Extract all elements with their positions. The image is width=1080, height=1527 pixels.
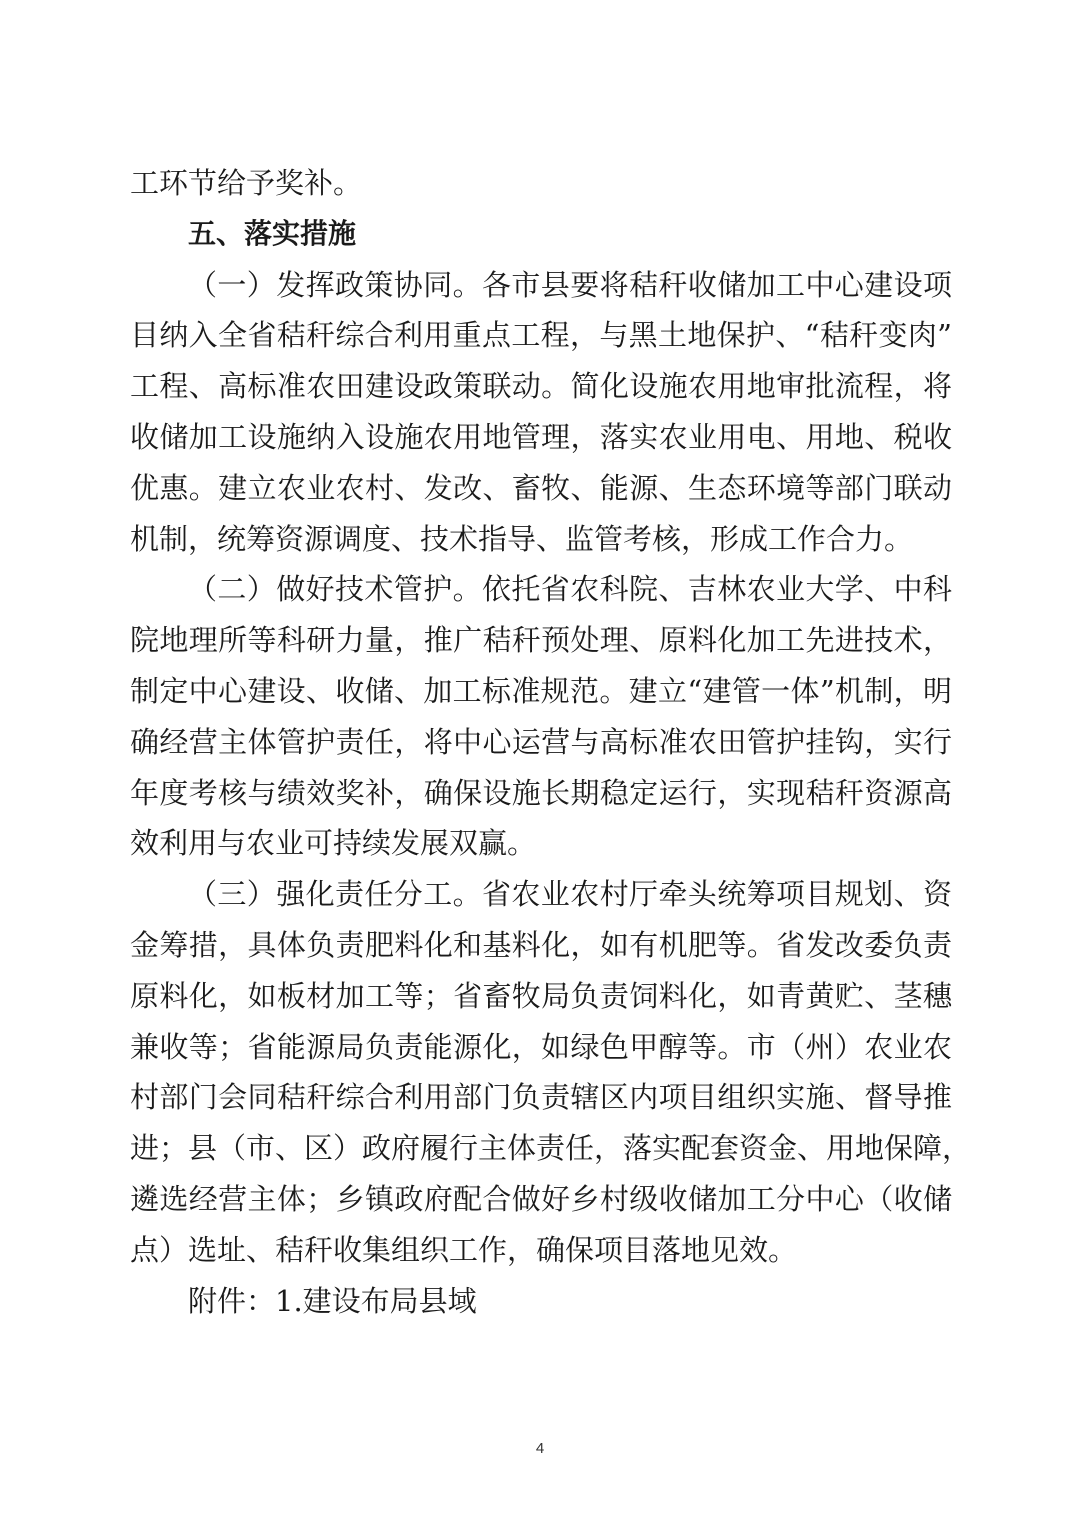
paragraph-line: 进；县（市、区）政府履行主体责任，落实配套资金、用地保障， xyxy=(130,1131,972,1166)
paragraph-line: 年度考核与绩效奖补，确保设施长期稳定运行，实现秸秆资源高 xyxy=(130,775,952,810)
document-body xyxy=(130,158,972,1326)
paragraph-tail-line: 工环节给予奖补。 xyxy=(130,166,363,200)
paragraph-line: 制定中心建设、收储、加工标准规范。建立“建管一体”机制，明 xyxy=(130,673,952,708)
paragraph-line: 目纳入全省秸秆综合利用重点工程，与黑土地保护、“秸秆变肉” xyxy=(130,318,952,353)
paragraph-line: 金筹措，具体负责肥料化和基料化，如有机肥等。省发改委负责 xyxy=(130,927,952,962)
paragraph-line: 村部门会同秸秆综合利用部门负责辖区内项目组织实施、督导推 xyxy=(130,1080,952,1115)
paragraph-line: 院地理所等科研力量，推广秸秆预处理、原料化加工先进技术， xyxy=(130,623,952,658)
paragraph-line: 遴选经营主体；乡镇政府配合做好乡村级收储加工分中心（收储 xyxy=(130,1181,952,1216)
paragraph-line: 工程、高标准农田建设政策联动。简化设施农用地审批流程，将 xyxy=(130,369,952,404)
paragraph-line: 优惠。建立农业农村、发改、畜牧、能源、生态环境等部门联动 xyxy=(130,470,952,505)
attachment-line: 附件：1.建设布局县域 xyxy=(188,1283,477,1318)
paragraph-line: 点）选址、秸秆收集组织工作，确保项目落地见效。 xyxy=(130,1232,798,1267)
paragraph-line: （三）强化责任分工。省农业农村厅牵头统筹项目规划、资 xyxy=(188,877,952,912)
paragraph-line: 原料化，如板材加工等；省畜牧局负责饲料化，如青黄贮、茎穗 xyxy=(130,978,952,1013)
paragraph-line: 机制，统筹资源调度、技术指导、监管考核，形成工作合力。 xyxy=(130,521,914,556)
paragraph-line: （二）做好技术管护。依托省农科院、吉林农业大学、中科 xyxy=(188,572,952,607)
paragraph-line: （一）发挥政策协同。各市县要将秸秆收储加工中心建设项 xyxy=(188,267,952,302)
paragraph-line: 确经营主体管护责任，将中心运营与高标准农田管护挂钩，实行 xyxy=(130,724,952,759)
paragraph-line: 兼收等；省能源局负责能源化，如绿色甲醇等。市（州）农业农 xyxy=(130,1029,952,1064)
paragraph-line: 收储加工设施纳入设施农用地管理，落实农业用电、用地、税收 xyxy=(130,419,952,454)
section-heading: 五、落实措施 xyxy=(188,216,357,250)
page-number: 4 xyxy=(535,1440,545,1457)
paragraph-line: 效利用与农业可持续发展双赢。 xyxy=(130,826,537,861)
